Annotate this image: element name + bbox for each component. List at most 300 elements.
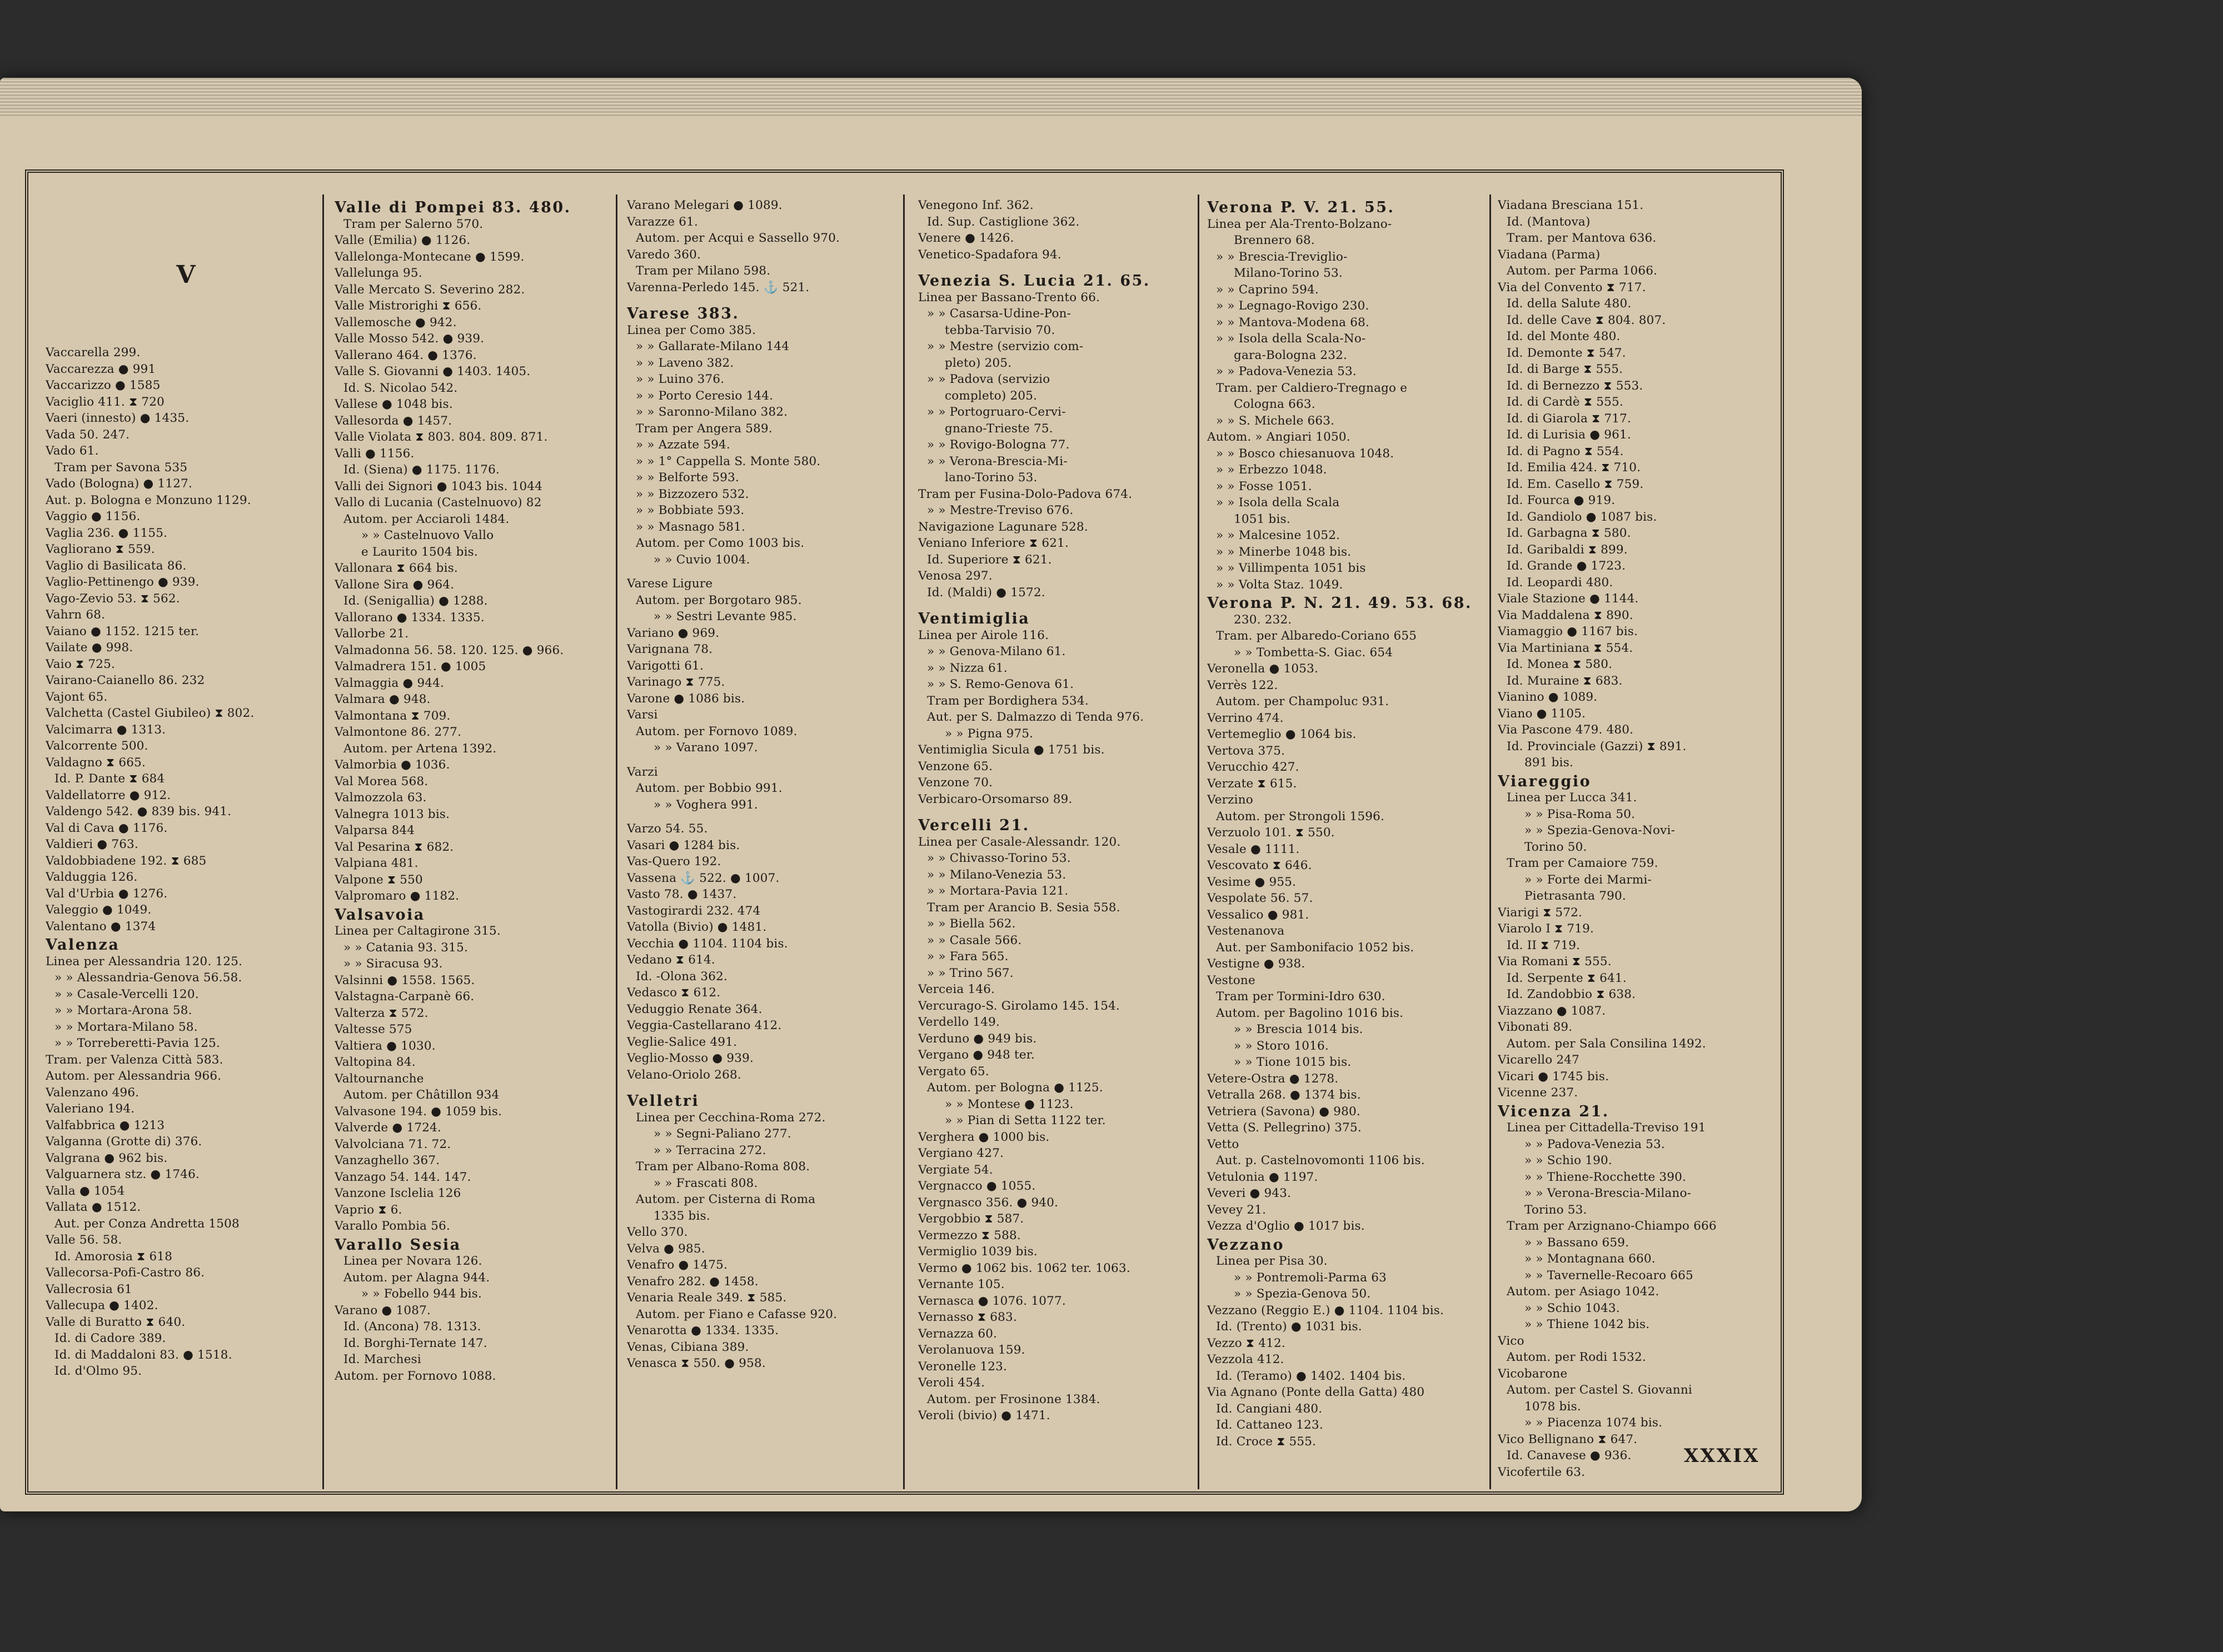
index-entry: Id. di Pagno ⧗ 554.: [1507, 444, 1624, 458]
index-entry: Valeggio ● 1049.: [46, 903, 152, 917]
index-entry: Tram. per Caldiero-Tregnago e: [1216, 381, 1408, 395]
index-entry: » » Tavernelle-Recoaro 665: [1524, 1268, 1693, 1282]
index-entry: » » Casale 566.: [927, 933, 1022, 947]
index-entry: Id. Amorosia ⧗ 618: [54, 1249, 173, 1264]
index-column-1: [46, 197, 326, 1492]
index-entry: » » Fobello 944 bis.: [361, 1287, 482, 1301]
index-heading: Varallo Sesia: [335, 1236, 461, 1253]
index-entry: Vertova 375.: [1207, 743, 1285, 758]
index-entry: Ventimiglia Sicula ● 1751 bis.: [918, 743, 1105, 757]
index-entry: Veglio-Mosso ● 939.: [627, 1051, 754, 1065]
index-entry: Veroli (bivio) ● 1471.: [918, 1409, 1050, 1423]
index-entry: Valchetta (Castel Giubileo) ⧗ 802.: [46, 706, 255, 720]
index-entry: Veronelle 123.: [918, 1359, 1008, 1374]
index-entry: Valtiera ● 1030.: [335, 1039, 436, 1053]
index-entry: Vermezzo ⧗ 588.: [918, 1228, 1021, 1242]
index-entry: Valtesse 575: [335, 1022, 412, 1036]
index-entry: Via Romani ⧗ 555.: [1498, 955, 1612, 969]
index-entry: Linea per Novara 126.: [343, 1254, 482, 1268]
index-entry: Valparsa 844: [335, 823, 415, 837]
index-entry: Vaeri (innesto) ● 1435.: [46, 411, 190, 425]
index-entry: » » Voghera 991.: [654, 797, 758, 812]
index-entry: Varignana 78.: [627, 642, 713, 656]
index-entry: Vibonati 89.: [1498, 1020, 1573, 1034]
index-entry: Vezzola 412.: [1207, 1352, 1284, 1366]
index-entry: Varigotti 61.: [627, 658, 704, 673]
index-entry: » » Piacenza 1074 bis.: [1524, 1416, 1663, 1430]
index-entry: [627, 568, 908, 576]
index-entry: [627, 296, 908, 303]
index-entry: Id. Monea ⧗ 580.: [1507, 657, 1613, 671]
index-entry: » » Isola della Scala: [1216, 496, 1340, 510]
index-entry: » » Mestre-Treviso 676.: [927, 503, 1074, 517]
index-entry: Valpiana 481.: [335, 856, 418, 870]
index-entry: Autom. per Bobbio 991.: [636, 781, 782, 795]
index-entry: Tram. per Albaredo-Coriano 655: [1216, 629, 1417, 643]
index-entry: [918, 601, 1199, 608]
index-entry: Vestigne ● 938.: [1207, 957, 1305, 971]
index-entry: » » Volta Staz. 1049.: [1216, 577, 1343, 592]
index-entry: Id. -Olona 362.: [636, 969, 728, 984]
index-entry: Vesime ● 955.: [1207, 875, 1297, 889]
index-entry: » » Casale-Vercelli 120.: [54, 987, 199, 1001]
index-entry: » » Rovigo-Bologna 77.: [927, 438, 1070, 452]
index-entry: Varenna-Perledo 145. ⚓ 521.: [627, 280, 810, 295]
index-entry: » » Belforte 593.: [636, 471, 740, 485]
index-entry: Id. (Senigallia) ● 1288.: [343, 594, 488, 608]
index-entry: Id. II ⧗ 719.: [1507, 938, 1581, 952]
index-entry: Vallemosche ● 942.: [335, 315, 457, 330]
index-entry: Vico Bellignano ⧗ 647.: [1498, 1432, 1638, 1446]
index-heading: Venezia S. Lucia 21. 65.: [918, 273, 1150, 290]
index-entry: Valdieri ● 763.: [46, 837, 139, 851]
index-entry: Autom. per Alagna 944.: [343, 1270, 490, 1285]
index-entry: » » Gallarate-Milano 144: [636, 340, 790, 353]
index-entry: Tram. per Valenza Città 583.: [46, 1052, 223, 1067]
index-entry: Vedasco ⧗ 612.: [627, 986, 721, 1000]
index-entry: » » S. Michele 663.: [1216, 413, 1335, 428]
index-entry: Id. (Trento) ● 1031 bis.: [1216, 1320, 1362, 1334]
index-entry: » » Azzate 594.: [636, 438, 731, 452]
index-entry: Venafro ● 1475.: [627, 1258, 728, 1272]
index-entry: Via Pascone 479. 480.: [1498, 723, 1634, 737]
index-entry: Tram per Arancio B. Sesia 558.: [927, 900, 1120, 915]
index-entry: Aut. per Conza Andretta 1508: [54, 1216, 240, 1231]
index-entry: Vallerano 464. ● 1376.: [335, 348, 477, 362]
index-entry: Id. Garbagna ⧗ 580.: [1507, 526, 1631, 540]
index-entry: Autom. per Castel S. Giovanni: [1507, 1383, 1692, 1397]
index-entry: Autom. per Bagolino 1016 bis.: [1216, 1006, 1404, 1020]
index-entry: Venas, Cibiana 389.: [627, 1340, 749, 1354]
index-entry: Autom. per Borgotaro 985.: [636, 593, 802, 607]
book-page: [0, 78, 1862, 1511]
index-entry: e Laurito 1504 bis.: [361, 545, 478, 559]
index-entry: Autom. per Sala Consilina 1492.: [1507, 1036, 1706, 1051]
index-entry: » » Bobbiate 593.: [636, 503, 745, 517]
index-entry: » » Cuvio 1004.: [654, 552, 750, 567]
index-entry: Valdagno ⧗ 665.: [46, 755, 146, 770]
index-entry: Venafro 282. ● 1458.: [627, 1274, 759, 1289]
index-entry: Verrès 122.: [1207, 678, 1278, 692]
index-entry: Vercurago-S. Girolamo 145. 154.: [918, 999, 1120, 1013]
index-entry: » » Saronno-Milano 382.: [636, 405, 788, 419]
index-entry: Id. Cangiani 480.: [1216, 1401, 1323, 1416]
column-divider: [322, 194, 324, 1489]
index-entry: Varinago ⧗ 775.: [627, 675, 725, 689]
index-entry: Vezza d'Oglio ● 1017 bis.: [1207, 1219, 1365, 1233]
page-edges: [0, 78, 1862, 117]
index-entry: Id. Leopardi 480.: [1507, 575, 1613, 590]
index-entry: Id. (Siena) ● 1175. 1176.: [343, 463, 500, 477]
index-entry: Vada 50. 247.: [46, 427, 130, 442]
index-entry: Verzuolo 101. ⧗ 550.: [1207, 826, 1335, 840]
index-entry: Valmara ● 948.: [335, 692, 431, 706]
index-entry: Valterza ⧗ 572.: [335, 1006, 428, 1020]
index-entry: » » Casarsa-Udine-Pon-: [927, 307, 1071, 321]
index-entry: Tram per Angera 589.: [636, 421, 772, 436]
index-entry: Veveri ● 943.: [1207, 1186, 1292, 1200]
index-entry: » » S. Remo-Genova 61.: [927, 677, 1074, 691]
index-entry: » » Segni-Paliano 277.: [654, 1127, 791, 1141]
index-entry: Autom. per Fornovo 1088.: [335, 1369, 496, 1383]
index-entry: Varsi: [627, 708, 658, 722]
index-entry: » » Pian di Setta 1122 ter.: [945, 1114, 1106, 1127]
index-entry: Autom. per Asiago 1042.: [1507, 1285, 1659, 1299]
index-entry: » » Legnago-Rovigo 230.: [1216, 299, 1369, 313]
index-entry: completo) 205.: [945, 388, 1038, 403]
index-entry: Id. di Giarola ⧗ 717.: [1507, 411, 1632, 426]
index-entry: Linea per Cecchina-Roma 272.: [636, 1110, 826, 1125]
index-entry: Vallecrosia 61: [46, 1282, 132, 1296]
index-entry: Valenzano 496.: [46, 1085, 139, 1100]
index-entry: Vico: [1498, 1334, 1524, 1348]
index-entry: gara-Bologna 232.: [1234, 348, 1348, 362]
index-entry: Valle Mosso 542. ● 939.: [335, 332, 485, 346]
index-entry: Linea per Caltagirone 315.: [335, 924, 501, 938]
index-entry: Vesale ● 1111.: [1207, 842, 1300, 856]
index-entry: Varzi: [627, 765, 658, 779]
index-entry: Venarotta ● 1334. 1335.: [627, 1324, 779, 1337]
index-entry: Linea per Como 385.: [627, 323, 756, 337]
index-entry: » » Verona-Brescia-Mi-: [927, 454, 1068, 468]
index-entry: Valle 56. 58.: [46, 1233, 122, 1247]
index-column-2: [335, 197, 615, 1492]
index-entry: Id. Grande ● 1723.: [1507, 559, 1626, 573]
index-entry: Autom. per Como 1003 bis.: [636, 536, 805, 550]
index-entry: Linea per Bassano-Trento 66.: [918, 290, 1100, 305]
index-entry: Autom. per Bologna ● 1125.: [927, 1081, 1103, 1095]
index-entry: Vergnasco 356. ● 940.: [918, 1195, 1059, 1210]
index-entry: [918, 807, 1199, 815]
index-entry: Id. delle Cave ⧗ 804. 807.: [1507, 313, 1666, 327]
index-entry: Aut. per S. Dalmazzo di Tenda 976.: [927, 710, 1144, 724]
index-entry: Tram per Albano-Roma 808.: [636, 1160, 810, 1174]
index-entry: Valli ● 1156.: [335, 446, 415, 461]
index-entry: Cologna 663.: [1234, 397, 1315, 411]
index-entry: » » Sestri Levante 985.: [654, 610, 797, 623]
index-entry: » » Pigna 975.: [945, 726, 1034, 741]
index-entry: Variano ● 969.: [627, 626, 720, 640]
index-entry: Vaccarizzo ● 1585: [46, 378, 161, 392]
index-entry: Valnegra 1013 bis.: [335, 807, 450, 821]
index-entry: Veggia-Castellarano 412.: [627, 1019, 782, 1032]
index-entry: Vaprio ⧗ 6.: [335, 1202, 402, 1217]
index-entry: Vanzone Isclelia 126: [335, 1186, 461, 1200]
index-entry: Valfabbrica ● 1213: [46, 1118, 165, 1132]
index-entry: Tram per Camaiore 759.: [1507, 856, 1658, 870]
index-entry: Id. (Maldi) ● 1572.: [927, 585, 1045, 600]
index-entry: » » Porto Ceresio 144.: [636, 388, 774, 403]
index-entry: Varzo 54. 55.: [627, 822, 708, 836]
index-entry: Vaccarella 299.: [46, 346, 141, 360]
index-entry: Tram per Salerno 570.: [343, 217, 484, 231]
index-entry: » » 1° Cappella S. Monte 580.: [636, 454, 821, 468]
index-entry: » » Verona-Brescia-Milano-: [1524, 1186, 1692, 1200]
index-entry: Vanzago 54. 144. 147.: [335, 1170, 471, 1184]
index-entry: Vastogirardi 232. 474: [627, 904, 761, 918]
index-entry: Viadana Bresciana 151.: [1498, 198, 1644, 212]
index-entry: Valeriano 194.: [46, 1102, 135, 1116]
index-entry: Vetto: [1207, 1137, 1239, 1151]
index-entry: Vetta (S. Pellegrino) 375.: [1207, 1121, 1362, 1135]
index-entry: Id. di Barge ⧗ 555.: [1507, 362, 1623, 376]
index-entry: Vallone Sira ● 964.: [335, 577, 455, 592]
index-entry: Id. (Teramo) ● 1402. 1404 bis.: [1216, 1369, 1406, 1383]
index-entry: Vertemeglio ● 1064 bis.: [1207, 727, 1357, 741]
index-entry: Velano-Oriolo 268.: [627, 1067, 741, 1082]
index-entry: Verrino 474.: [1207, 711, 1284, 725]
index-entry: » » Alessandria-Genova 56.58.: [54, 971, 242, 985]
index-entry: » » Isola della Scala-No-: [1216, 332, 1366, 346]
index-entry: [627, 756, 908, 764]
index-entry: Vassena ⚓ 522. ● 1007.: [627, 871, 780, 885]
index-entry: Venetico-Spadafora 94.: [918, 247, 1061, 262]
index-entry: Vajont 65.: [46, 690, 108, 704]
index-entry: » » Catania 93. 315.: [343, 940, 468, 955]
index-entry: Varallo Pombia 56.: [335, 1219, 451, 1233]
index-entry: Viarigi ⧗ 572.: [1498, 905, 1583, 920]
index-entry: Valsinni ● 1558. 1565.: [335, 973, 475, 987]
index-entry: Vago-Zevio 53. ⧗ 562.: [46, 591, 180, 606]
index-entry: Varazze 61.: [627, 214, 699, 229]
index-entry: Vaggio ● 1156.: [46, 510, 141, 523]
index-entry: Vaciglio 411. ⧗ 720: [46, 395, 165, 409]
index-entry: » » Chivasso-Torino 53.: [927, 851, 1071, 865]
index-entry: [627, 813, 908, 821]
index-entry: Varano ● 1087.: [335, 1303, 431, 1317]
index-heading: Valsavoia: [335, 906, 425, 923]
index-entry: Autom. per Cisterna di Roma: [636, 1192, 816, 1206]
index-entry: » » Malcesine 1052.: [1216, 528, 1340, 542]
index-entry: » » Montagnana 660.: [1524, 1252, 1656, 1266]
index-entry: Id. della Salute 480.: [1507, 297, 1632, 311]
index-heading: Ventimiglia: [918, 611, 1030, 627]
index-entry: » » Luino 376.: [636, 372, 725, 386]
index-entry: Vermiglio 1039 bis.: [918, 1245, 1038, 1259]
index-entry: Valla ● 1054: [46, 1184, 125, 1198]
index-entry: Val Morea 568.: [335, 774, 428, 788]
index-entry: Vessalico ● 981.: [1207, 907, 1309, 922]
index-entry: Autom. per Parma 1066.: [1507, 264, 1658, 278]
index-entry: » » Varano 1097.: [654, 741, 758, 755]
index-entry: Viazzano ● 1087.: [1498, 1004, 1606, 1018]
index-entry: Vescovato ⧗ 646.: [1207, 859, 1312, 872]
index-entry: Varano Melegari ● 1089.: [627, 198, 782, 212]
section-letter: V: [176, 261, 196, 289]
index-entry: Vezzano (Reggio E.) ● 1104. 1104 bis.: [1207, 1303, 1444, 1317]
index-entry: Vallelonga-Montecane ● 1599.: [335, 249, 525, 264]
index-heading: Valenza: [46, 937, 120, 954]
index-entry: Aut. p. Castelnovomonti 1106 bis.: [1216, 1154, 1425, 1167]
index-entry: » » Padova-Venezia 53.: [1524, 1137, 1665, 1151]
index-entry: » » Brescia 1014 bis.: [1234, 1022, 1363, 1036]
index-entry: Id. di Lurisia ● 961.: [1507, 428, 1631, 442]
index-entry: Autom. per Fiano e Cafasse 920.: [636, 1307, 838, 1321]
index-entry: Vallecupa ● 1402.: [46, 1299, 158, 1312]
index-entry: Autom. per Strongoli 1596.: [1216, 809, 1385, 823]
index-entry: Linea per Ala-Trento-Bolzano-: [1207, 217, 1392, 231]
index-heading: Vercelli 21.: [918, 817, 1030, 834]
index-entry: Id. Serpente ⧗ 641.: [1507, 971, 1627, 985]
index-entry: Vallo di Lucania (Castelnuovo) 82: [335, 496, 542, 510]
index-entry: » » Bosco chiesanuova 1048.: [1216, 446, 1394, 461]
index-entry: Vedano ⧗ 614.: [627, 953, 715, 967]
index-entry: Vianino ● 1089.: [1498, 690, 1598, 704]
index-entry: Aut. p. Bologna e Monzuno 1129.: [46, 493, 251, 507]
index-entry: Valverde ● 1724.: [335, 1121, 442, 1135]
index-entry: Veroli 454.: [918, 1376, 985, 1390]
index-heading: Velletri: [627, 1093, 700, 1110]
index-entry: Vahrn 68.: [46, 608, 106, 622]
index-entry: Vaglio di Basilicata 86.: [46, 558, 187, 573]
index-entry: Vasto 78. ● 1437.: [627, 887, 737, 901]
index-entry: Viamaggio ● 1167 bis.: [1498, 625, 1638, 638]
index-entry: Id. Em. Casello ⧗ 759.: [1507, 477, 1644, 491]
index-entry: Valmadonna 56. 58. 120. 125. ● 966.: [335, 643, 564, 657]
index-entry: Id. di Bernezzo ⧗ 553.: [1507, 378, 1643, 393]
index-entry: Verceia 146.: [918, 982, 995, 996]
index-entry: Viano ● 1105.: [1498, 706, 1586, 721]
index-entry: Valganna (Grotte di) 376.: [46, 1135, 202, 1149]
index-entry: Veronella ● 1053.: [1207, 662, 1319, 676]
index-entry: Valmorbia ● 1036.: [335, 758, 450, 772]
index-heading: Vezzano: [1207, 1236, 1284, 1253]
index-entry: Val d'Urbia ● 1276.: [46, 886, 168, 901]
index-entry: Autom. per Frosinone 1384.: [927, 1392, 1100, 1406]
index-entry: Linea per Airole 116.: [918, 628, 1049, 642]
index-entry: Vallesorda ● 1457.: [335, 413, 452, 428]
index-entry: » » Nizza 61.: [927, 661, 1008, 675]
index-entry: Vas-Quero 192.: [627, 855, 721, 869]
index-entry: Valle (Emilia) ● 1126.: [335, 233, 471, 247]
index-entry: Vergnacco ● 1055.: [918, 1179, 1036, 1193]
index-entry: Autom. » Angiari 1050.: [1207, 430, 1350, 444]
index-entry: Vetralla 268. ● 1374 bis.: [1207, 1088, 1361, 1102]
index-entry: Vallorano ● 1334. 1335.: [335, 610, 485, 625]
index-entry: » » Forte dei Marmi-: [1524, 872, 1652, 887]
index-entry: Valmadrera 151. ● 1005: [335, 660, 486, 673]
index-entry: » » Genova-Milano 61.: [927, 645, 1066, 658]
index-heading: Verona P. V. 21. 55.: [1207, 199, 1395, 216]
index-entry: Navigazione Lagunare 528.: [918, 520, 1088, 534]
index-entry: Vetriera (Savona) ● 980.: [1207, 1104, 1360, 1119]
index-entry: » » Biella 562.: [927, 917, 1016, 931]
index-entry: Vailate ● 998.: [46, 641, 133, 655]
index-entry: Autom. per Rodi 1532.: [1507, 1350, 1646, 1364]
index-entry: Linea per Cittadella-Treviso 191: [1507, 1121, 1706, 1135]
index-entry: Verzate ⧗ 615.: [1207, 776, 1297, 791]
index-entry: Id. di Cadore 389.: [54, 1331, 166, 1345]
index-entry: Tram per Bordighera 534.: [927, 693, 1089, 708]
index-entry: » » Minerbe 1048 bis.: [1216, 545, 1352, 559]
index-entry: Venosa 297.: [918, 569, 993, 583]
index-column-5: [1207, 197, 1488, 1492]
index-entry: Vetulonia ● 1197.: [1207, 1170, 1318, 1184]
index-entry: Autom. per Artena 1392.: [343, 741, 497, 756]
column-divider: [1198, 194, 1199, 1489]
index-entry: » » Laveno 382.: [636, 356, 734, 370]
index-entry: Vatolla (Bivio) ● 1481.: [627, 920, 767, 934]
index-heading: Valle di Pompei 83. 480.: [335, 199, 571, 216]
index-entry: » » Bizzozero 532.: [636, 487, 749, 501]
index-entry: Tram. per Mantova 636.: [1507, 231, 1657, 245]
index-entry: Torino 53.: [1524, 1202, 1587, 1217]
index-entry: Verbicaro-Orsomarso 89.: [918, 792, 1073, 806]
index-column-4: [918, 197, 1199, 1492]
index-entry: » » Mortara-Arona 58.: [54, 1004, 192, 1017]
index-entry: Venzone 65.: [918, 759, 993, 773]
index-entry: Varedo 360.: [627, 247, 701, 262]
index-entry: Veduggio Renate 364.: [627, 1002, 762, 1016]
index-heading: Viareggio: [1498, 773, 1592, 790]
index-entry: Autom. per Champoluc 931.: [1216, 695, 1389, 708]
index-entry: Vetere-Ostra ● 1278.: [1207, 1071, 1339, 1086]
index-entry: » » Bassano 659.: [1524, 1235, 1629, 1250]
index-entry: Vergobbio ⧗ 587.: [918, 1212, 1024, 1226]
index-entry: Valdengo 542. ● 839 bis. 941.: [46, 805, 232, 818]
index-entry: 230. 232.: [1234, 612, 1292, 627]
index-entry: pleto) 205.: [945, 356, 1012, 370]
index-entry: » » Portogruaro-Cervi-: [927, 405, 1066, 419]
index-entry: Id. Croce ⧗ 555.: [1216, 1434, 1317, 1449]
index-entry: Id. Sup. Castiglione 362.: [927, 214, 1080, 229]
index-entry: » » Mestre (servizio com-: [927, 340, 1084, 353]
index-entry: Valli dei Signori ● 1043 bis. 1044: [335, 479, 543, 493]
index-entry: Venzone 70.: [918, 776, 993, 790]
index-entry: Via Maddalena ⧗ 890.: [1498, 608, 1633, 622]
index-entry: Valle Mistrorighi ⧗ 656.: [335, 299, 482, 313]
index-entry: » » Mantova-Modena 68.: [1216, 315, 1370, 330]
index-entry: Valmozzola 63.: [335, 791, 427, 805]
index-entry: Valpromaro ● 1182.: [335, 889, 460, 903]
index-entry: Id. Muraine ⧗ 683.: [1507, 673, 1623, 688]
index-entry: Verghera ● 1000 bis.: [918, 1130, 1050, 1144]
index-entry: Verduno ● 949 bis.: [918, 1031, 1037, 1046]
index-entry: » » Erbezzo 1048.: [1216, 463, 1327, 477]
index-entry: gnano-Trieste 75.: [945, 421, 1053, 436]
index-entry: Valle di Buratto ⧗ 640.: [46, 1315, 186, 1329]
index-entry: Valle S. Giovanni ● 1403. 1405.: [335, 365, 531, 378]
index-entry: » » Storo 1016.: [1234, 1039, 1329, 1053]
index-entry: Vergano ● 948 ter.: [918, 1048, 1035, 1062]
index-entry: Brennero 68.: [1234, 233, 1315, 247]
index-entry: Viarolo I ⧗ 719.: [1498, 922, 1594, 936]
index-entry: Vezzo ⧗ 412.: [1207, 1336, 1285, 1350]
index-entry: » » Caprino 594.: [1216, 282, 1319, 297]
index-entry: Vernasso ⧗ 683.: [918, 1310, 1017, 1324]
index-entry: » » Frascati 808.: [654, 1176, 758, 1190]
index-entry: » » Terracina 272.: [654, 1143, 766, 1157]
